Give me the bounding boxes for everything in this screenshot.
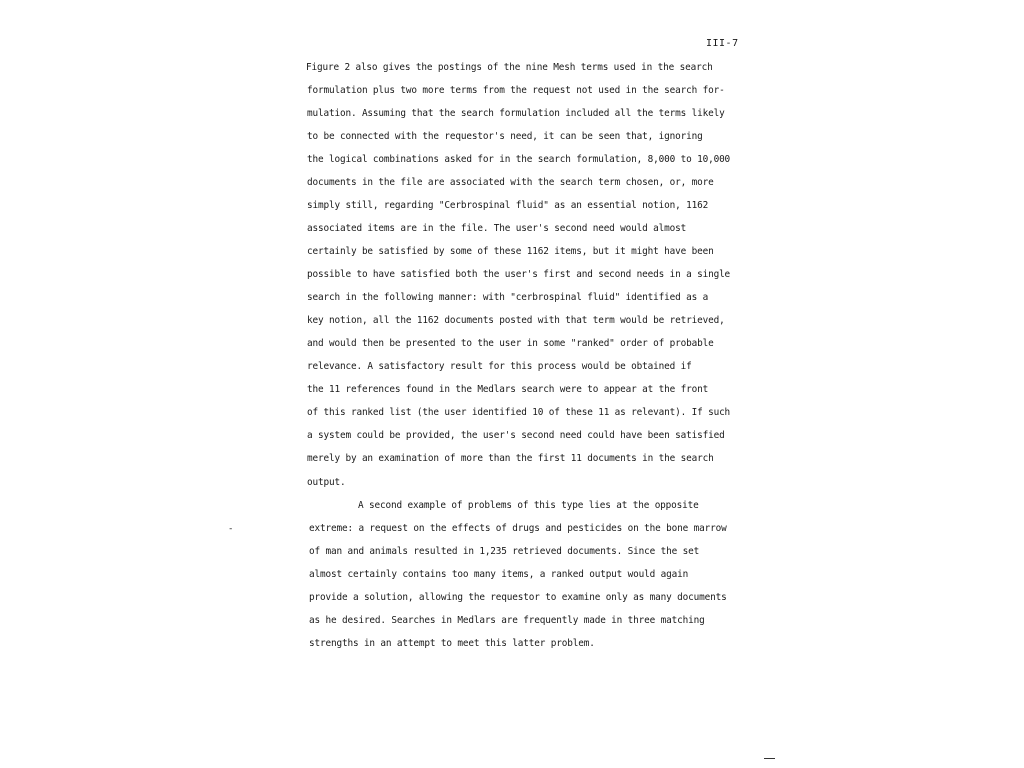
text-line: certainly be satisfied by some of these 1162 items, but it might have been <box>307 246 714 257</box>
text-line: provide a solution, allowing the requestor to examine only as many documents <box>309 592 727 603</box>
text-line: the logical combinations asked for in the search formulation, 8,000 to 10,000 <box>307 154 731 165</box>
text-line: associated items are in the file. The user's second need would almost <box>307 223 687 234</box>
text-line: merely by an examination of more than the first 11 documents in the search <box>307 453 714 464</box>
text-line: possible to have satisfied both the user's first and second needs in a single <box>307 269 731 280</box>
text-line: and would then be presented to the user in some "ranked" order of probable <box>307 338 714 349</box>
text-line: of this ranked list (the user identified 10 of these 11 as relevant). If such <box>307 407 731 418</box>
text-line: as he desired. Searches in Medlars are frequently made in three matching <box>309 615 705 626</box>
text-line: extreme: a request on the effects of drugs and pesticides on the bone marrow <box>309 523 727 534</box>
text-line: the 11 references found in the Medlars search were to appear at the front <box>307 384 709 395</box>
text-line: of man and animals resulted in 1,235 retrieved documents. Since the set <box>309 546 700 557</box>
text-line: output. <box>307 477 346 488</box>
text-line: key notion, all the 1162 documents posted with that term would be retrieved, <box>307 315 725 326</box>
text-line: almost certainly contains too many items, a ranked output would again <box>309 569 689 580</box>
scan-artifact-mark <box>764 758 775 759</box>
text-line: mulation. Assuming that the search formulation included all the terms likely <box>307 108 725 119</box>
text-line: relevance. A satisfactory result for this process would be obtained if <box>307 361 692 372</box>
text-line: documents in the file are associated with the search term chosen, or, more <box>307 177 714 188</box>
text-line: a system could be provided, the user's second need could have been satisfied <box>307 430 725 441</box>
text-line: Figure 2 also gives the postings of the nine Mesh terms used in the search <box>306 62 713 73</box>
margin-mark: - <box>228 524 234 534</box>
text-line: to be connected with the requestor's need, it can be seen that, ignoring <box>307 131 703 142</box>
page-number: III-7 <box>706 38 739 49</box>
text-line: A second example of problems of this type lies at the opposite <box>358 500 699 511</box>
text-line: simply still, regarding "Cerbrospinal fluid" as an essential notion, 1162 <box>307 200 709 211</box>
text-line: strengths in an attempt to meet this latter problem. <box>309 638 595 649</box>
text-line: search in the following manner: with "cerbrospinal fluid" identified as a <box>307 292 709 303</box>
text-line: formulation plus two more terms from the request not used in the search for- <box>307 85 725 96</box>
